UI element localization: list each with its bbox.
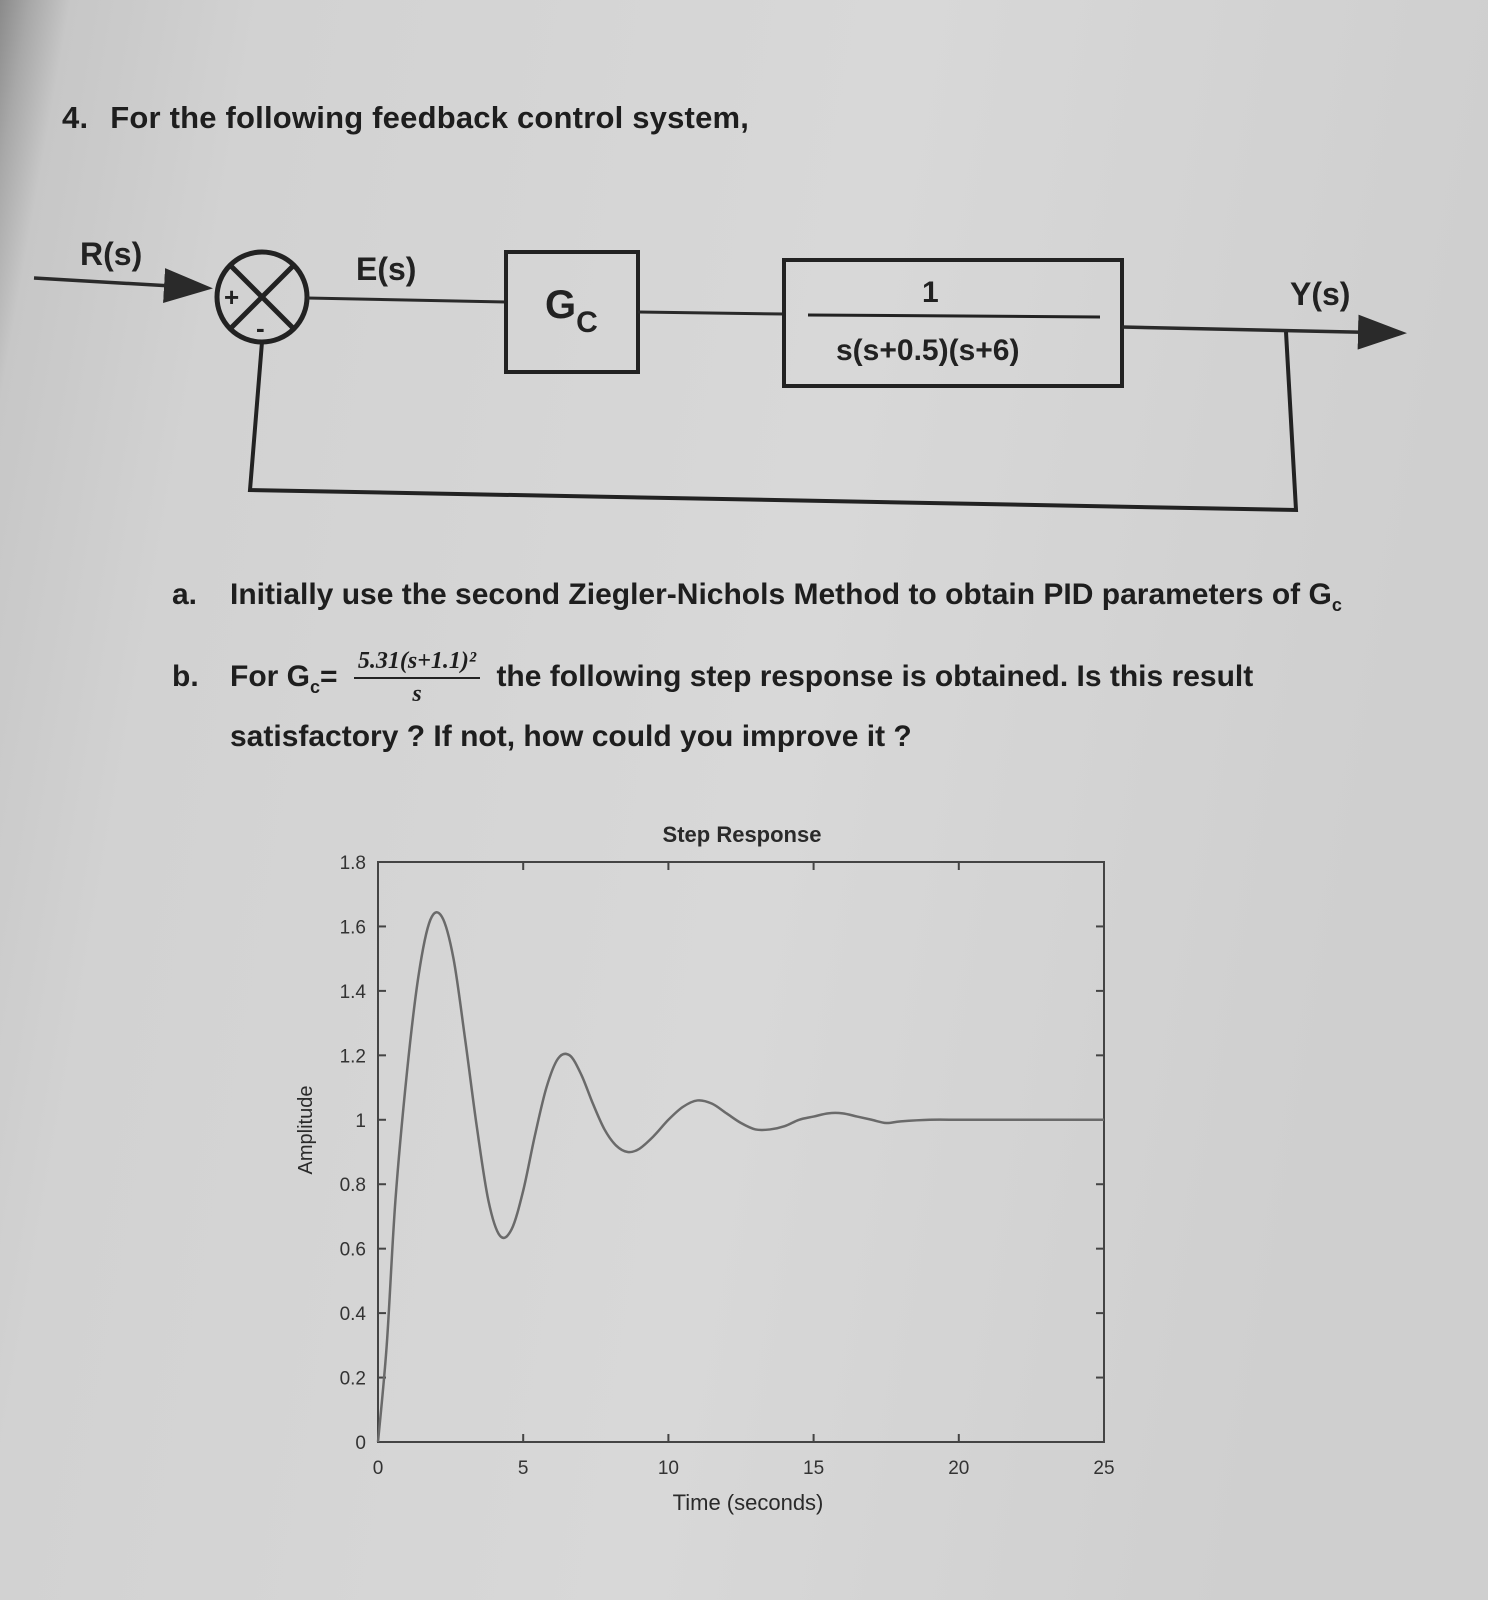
part-a-subscript: c	[1331, 595, 1342, 615]
part-b-continuation	[230, 720, 912, 754]
y-tick-label: 0.4	[339, 1304, 366, 1326]
x-tick-label: 0	[372, 1458, 384, 1479]
question-text: For the following feedback control system,	[110, 100, 750, 135]
part-b	[172, 648, 1253, 708]
controller-fraction	[354, 648, 480, 708]
fraction-denominator: s	[412, 681, 422, 707]
input-label: R(s)	[80, 236, 143, 272]
part-b-subscript: c	[310, 676, 321, 697]
y-tick-label: 1.2	[339, 1046, 366, 1068]
x-tick-label: 20	[948, 1458, 970, 1479]
output-line	[1122, 327, 1400, 333]
error-line	[307, 298, 506, 302]
x-tick-label: 15	[803, 1458, 825, 1479]
y-tick-label: 0.6	[339, 1239, 366, 1261]
controller-to-plant-line	[638, 312, 784, 314]
fraction-numerator: 5.31(s+1.1)²	[354, 648, 480, 679]
error-label: E(s)	[356, 251, 417, 287]
question-number: 4.	[62, 100, 89, 135]
part-b-equals: =	[320, 659, 338, 693]
part-b-text: the following step response is obtained. Is this result	[496, 659, 1254, 693]
output-label: Y(s)	[1290, 276, 1351, 312]
plus-sign: +	[224, 282, 240, 312]
y-tick-label: 1.4	[339, 981, 366, 1003]
y-tick-label: 0	[355, 1433, 366, 1454]
part-b-prefix: For G	[230, 659, 310, 693]
part-b-text-2: satisfactory ? If not, how could you improve it ?	[230, 720, 912, 753]
y-tick-label: 1	[355, 1110, 366, 1132]
minus-sign: -	[256, 313, 265, 343]
part-a-label: a.	[172, 578, 198, 611]
plant-numerator: 1	[922, 276, 939, 309]
x-tick-label: 10	[657, 1458, 679, 1479]
plant-denominator: s(s+0.5)(s+6)	[836, 334, 1020, 367]
summing-junction	[217, 252, 307, 343]
part-a-text: Initially use the second Ziegler-Nichols Method to obtain PID parameters of G	[230, 578, 1332, 611]
y-tick-label: 1.6	[339, 917, 366, 939]
plant-fraction-bar	[808, 315, 1100, 317]
chart-y-axis-label: Amplitude	[295, 1085, 317, 1175]
y-tick-label: 0.2	[339, 1368, 366, 1390]
part-a	[172, 578, 1342, 616]
controller-label: $G_C$	[545, 283, 598, 339]
plant-block	[784, 260, 1122, 386]
block-diagram	[0, 0, 1488, 540]
x-tick-label: 5	[517, 1458, 529, 1479]
y-tick-label: 1.8	[339, 853, 366, 874]
y-tick-label: 0.8	[339, 1175, 366, 1197]
input-line	[34, 278, 206, 288]
part-b-label: b.	[172, 659, 199, 693]
feedback-path	[250, 332, 1296, 510]
x-tick-label: 25	[1093, 1458, 1115, 1479]
chart-x-axis-label: Time (seconds)	[672, 1490, 824, 1515]
chart-title: Step Response	[662, 822, 822, 847]
